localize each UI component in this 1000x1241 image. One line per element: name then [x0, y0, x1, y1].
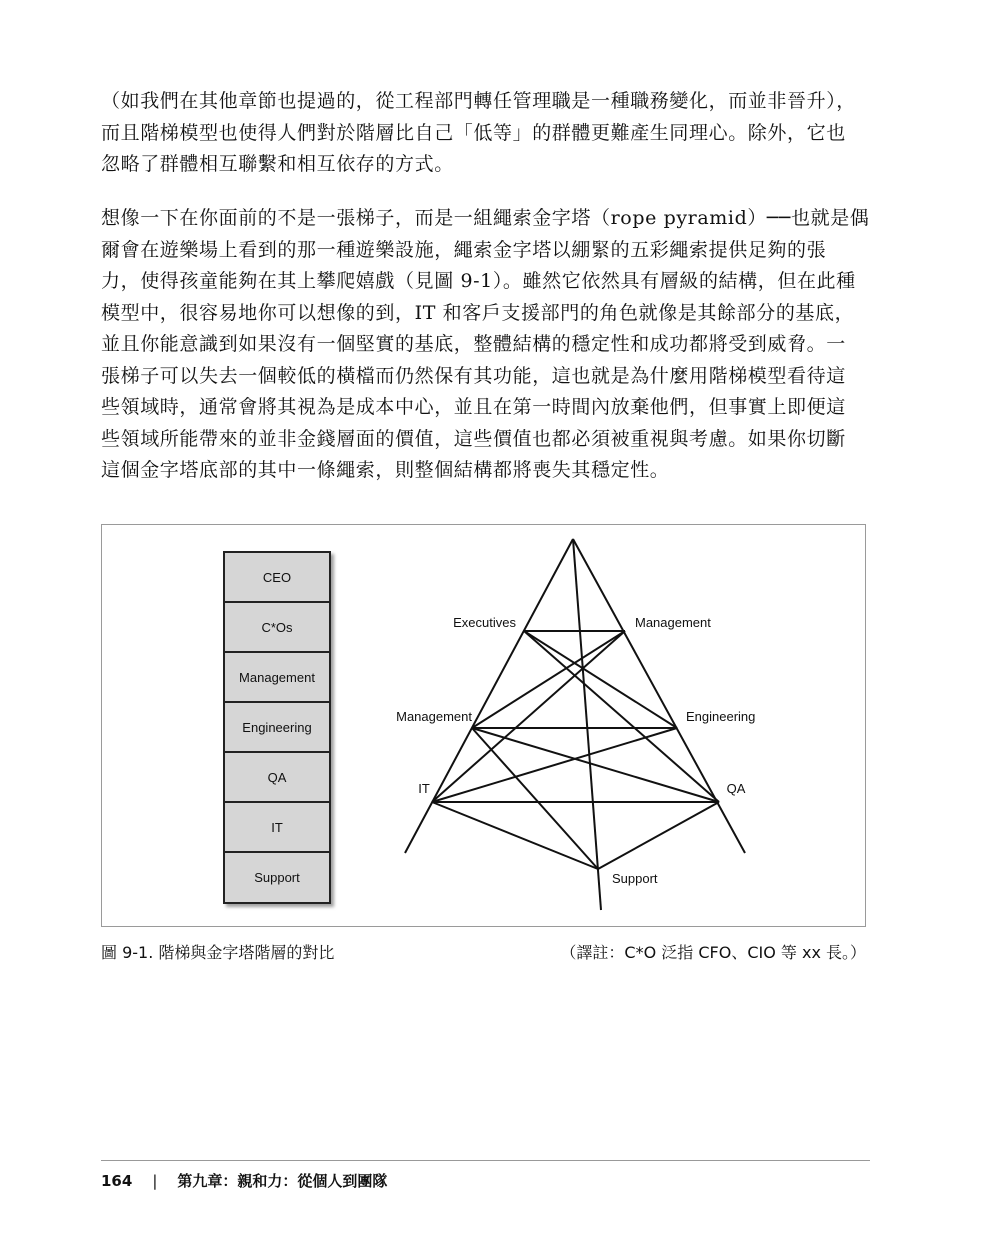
ladder-label-support: Support: [254, 870, 300, 885]
text-line: （如我們在其他章節也提過的，從工程部門轉任管理職是一種職務變化，而並非晉升），: [101, 90, 856, 112]
translator-note: （譯註：C*O 泛指 CFO、CIO 等 xx 長。）: [560, 943, 866, 962]
pyramid-label-it: IT: [418, 781, 430, 796]
pyramid-label-support: Support: [612, 871, 658, 886]
footer-divider: [101, 1160, 870, 1161]
pyramid-label-management-top: Management: [635, 615, 711, 630]
rope-pyramid-diagram: [405, 539, 745, 910]
pyramid-label-management-mid: Management: [396, 709, 472, 724]
text-line: 爾會在遊樂場上看到的那一種遊樂設施，繩索金字塔以綳緊的五彩繩索提供足夠的張: [101, 238, 827, 261]
paragraph-1: [101, 86, 871, 181]
text-line: 些領域所能帶來的並非金錢層面的價值，這些價值也都必須被重視與考慮。如果你切斷: [101, 427, 846, 450]
text-line: 這個金字塔底部的其中一條繩索，則整個結構都將喪失其穩定性。: [101, 459, 670, 481]
pyramid-label-engineering: Engineering: [686, 709, 756, 724]
text-line: 忽略了群體相互聯繫和相互依存的方式。: [101, 153, 454, 175]
ladder-label-engineering: Engineering: [242, 720, 312, 735]
pyramid-rope: [405, 539, 573, 853]
figure-svg: [102, 525, 865, 926]
ladder-label-management: Management: [239, 670, 315, 685]
text-line: 張梯子可以失去一個較低的橫檔而仍然保有其功能，這也就是為什麼用階梯模型看待這: [101, 364, 846, 387]
text-line: 想像一下在你面前的不是一張梯子，而是一組繩索金字塔（rope pyramid）──也就是偶: [101, 207, 870, 229]
pyramid-rope: [432, 728, 677, 802]
ladder-label-it: IT: [271, 820, 283, 835]
pyramid-label-qa: QA: [726, 781, 746, 796]
paragraph-2: [101, 203, 871, 487]
text-line: 模型中，很容易地你可以想像的到，IT 和客戶支援部門的角色就像是其餘部分的基底，: [101, 301, 855, 324]
text-line: 而且階梯模型也使得人們對於階層比自己「低等」的群體更難產生同理心。除外，它也: [101, 121, 846, 144]
footer-separator: |: [152, 1172, 158, 1190]
ladder-label-qa: QA: [267, 770, 287, 785]
text-line: 力，使得孩童能夠在其上攀爬嬉戲（見圖 9-1）。雖然它依然具有層級的結構，但在此種: [101, 270, 856, 292]
pyramid-rope: [573, 539, 601, 910]
pyramid-rope: [598, 802, 719, 869]
ladder-label-ceo: CEO: [262, 570, 292, 585]
figure-9-1: [101, 524, 866, 927]
pyramid-rope: [472, 728, 598, 869]
text-line: 些領域時，通常會將其視為是成本中心，並且在第一時間內放棄他們，但事實上即便這: [101, 396, 846, 418]
figure-caption: 圖 9-1. 階梯與金字塔階層的對比: [101, 943, 335, 962]
pyramid-label-executives: Executives: [453, 615, 516, 630]
page-number: 164: [101, 1172, 133, 1190]
page-footer: [101, 1170, 387, 1191]
chapter-title: 第九章：親和力：從個人到團隊: [177, 1172, 388, 1190]
text-line: 並且你能意識到如果沒有一個堅實的基底，整體結構的穩定性和成功都將受到威脅。一: [101, 333, 846, 355]
ladder-diagram: [224, 552, 330, 903]
pyramid-rope: [432, 802, 598, 869]
ladder-label-cxos: C*Os: [261, 620, 293, 635]
